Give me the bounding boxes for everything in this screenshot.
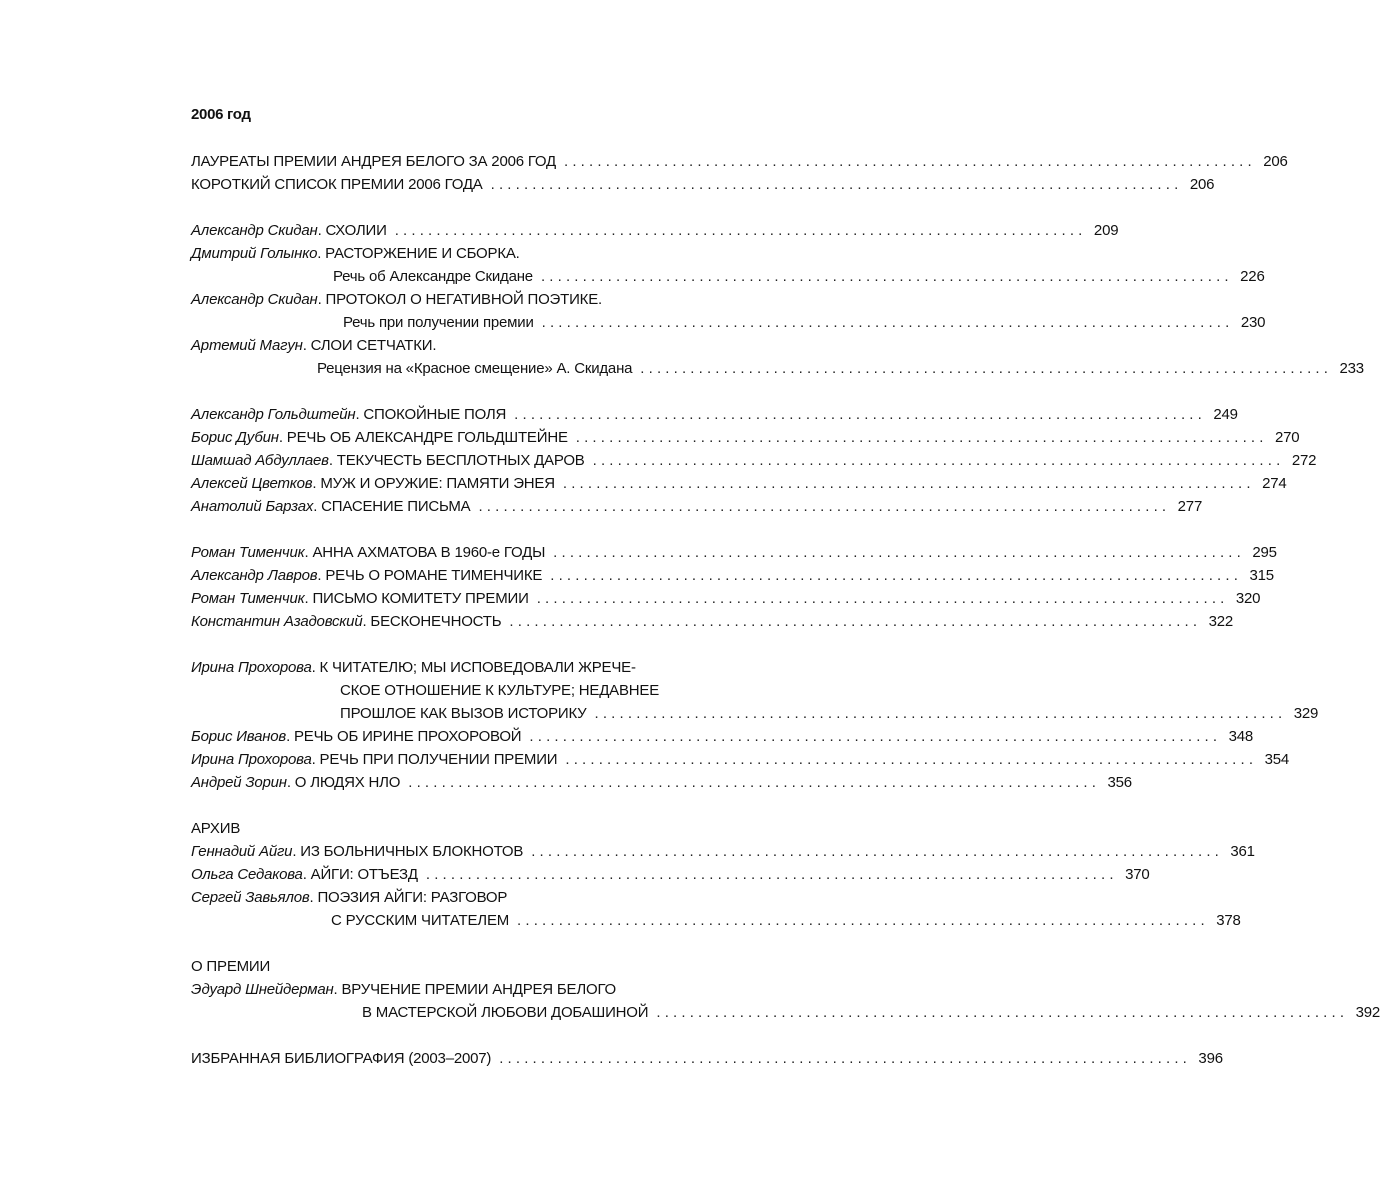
toc-entry[interactable]: Геннадий Айги. ИЗ БОЛЬНИЧНЫХ БЛОКНОТОВ . . . 361 — [191, 840, 721, 863]
leader-dots — [656, 1001, 1344, 1024]
toc-entry-continuation — [191, 357, 1364, 380]
entry-title: КОРОТКИЙ СПИСОК ПРЕМИИ 2006 ГОДА — [191, 176, 483, 193]
page-number: 277 — [1177, 498, 1203, 515]
leader-dots — [541, 265, 1229, 288]
entry-title: РЕЧЬ ПРИ ПОЛУЧЕНИИ ПРЕМИИ — [319, 751, 558, 768]
leader-dots — [395, 219, 1083, 242]
leader-dots — [509, 610, 1197, 633]
page-number: 230 — [1240, 314, 1266, 331]
leader-dots — [563, 472, 1251, 495]
entry-title: РЕЧЬ ОБ ИРИНЕ ПРОХОРОВОЙ — [294, 728, 522, 745]
page-number: 249 — [1213, 406, 1238, 423]
leader-dots — [550, 564, 1238, 587]
entry-author: Дмитрий Голынко — [191, 245, 318, 262]
toc-entry-continuation — [191, 311, 1266, 334]
page-number: 348 — [1228, 728, 1254, 745]
entry-author: Борис Иванов — [191, 728, 287, 745]
entry-subtitle: Рецензия на «Красное смещение» А. Скидана — [317, 360, 633, 377]
entry-title: МУЖ И ОРУЖИЕ: ПАМЯТИ ЭНЕЯ — [320, 475, 555, 492]
leader-dots — [595, 702, 1283, 725]
entry-title: ИЗБРАННАЯ БИБЛИОГРАФИЯ (2003–2007) — [191, 1050, 492, 1067]
toc-entry[interactable]: Роман Тименчик. АННА АХМАТОВА В 1960-е ГОДЫ . . . 295 — [191, 541, 721, 564]
entry-author: Артемий Магун — [191, 337, 303, 354]
page-heading: 2006 год — [191, 106, 251, 123]
leader-dots — [478, 495, 1166, 518]
entry-author: Анатолий Барзах — [191, 498, 314, 515]
toc-entry[interactable]: Александр Скидан. ПРОТОКОЛ О НЕГАТИВНОЙ ПОЭТИКЕ. — [191, 291, 602, 308]
section-title: О ПРЕМИИ — [191, 958, 271, 975]
toc-entry[interactable]: Борис Иванов. РЕЧЬ ОБ ИРИНЕ ПРОХОРОВОЙ . . . 348 — [191, 725, 721, 748]
entry-author: Ольга Седакова — [191, 866, 303, 883]
entry-author: Геннадий Айги — [191, 843, 293, 860]
toc-entry-continuation — [191, 1001, 1380, 1024]
leader-dots — [553, 541, 1241, 564]
entry-author: Александр Скидан — [191, 222, 318, 239]
section-gap — [191, 633, 721, 656]
page-number: 274 — [1262, 475, 1287, 492]
page-number: 354 — [1264, 751, 1290, 768]
entry-title: СПАСЕНИЕ ПИСЬМА — [321, 498, 471, 515]
entry-author: Эдуард Шнейдерман — [191, 981, 334, 998]
entry-title-continuation: С РУССКИМ ЧИТАТЕЛЕМ — [331, 912, 510, 929]
entry-author: Ирина Прохорова — [191, 659, 312, 676]
entry-title: ЛАУРЕАТЫ ПРЕМИИ АНДРЕЯ БЕЛОГО ЗА 2006 ГОД — [191, 153, 557, 170]
leader-dots — [514, 403, 1202, 426]
entry-author: Александр Лавров — [191, 567, 318, 584]
page-number: 206 — [1189, 176, 1215, 193]
toc-entry[interactable]: Анатолий Барзах. СПАСЕНИЕ ПИСЬМА . . . 277 — [191, 495, 721, 518]
page-number: 315 — [1249, 567, 1274, 584]
entry-title: ИЗ БОЛЬНИЧНЫХ БЛОКНОТОВ — [300, 843, 524, 860]
entry-title: ВРУЧЕНИЕ ПРЕМИИ АНДРЕЯ БЕЛОГО — [341, 981, 617, 998]
entry-author: Сергей Завьялов — [191, 889, 310, 906]
page-number: 361 — [1230, 843, 1255, 860]
section-gap — [191, 518, 721, 541]
page-number: 378 — [1216, 912, 1241, 929]
entry-author: Ирина Прохорова — [191, 751, 312, 768]
entry-author: Александр Гольдштейн — [191, 406, 356, 423]
table-of-contents — [191, 150, 1380, 1070]
section-heading-about-prize — [191, 955, 721, 978]
entry-author: Роман Тименчик — [191, 590, 305, 607]
toc-entry[interactable]: Александр Лавров. РЕЧЬ О РОМАНЕ ТИМЕНЧИКЕ . . . 315 — [191, 564, 721, 587]
entry-title-continuation: СКОЕ ОТНОШЕНИЕ К КУЛЬТУРЕ; НЕДАВНЕЕ — [340, 682, 660, 699]
entry-author: Роман Тименчик — [191, 544, 305, 561]
toc-entry[interactable]: Эдуард Шнейдерман. ВРУЧЕНИЕ ПРЕМИИ АНДРЕЯ БЕЛОГО — [191, 981, 617, 998]
leader-dots — [408, 771, 1096, 794]
leader-dots — [576, 426, 1264, 449]
section-heading-archive — [191, 817, 721, 840]
page-number: 320 — [1235, 590, 1261, 607]
page-number: 370 — [1125, 866, 1150, 883]
entry-title: АННА АХМАТОВА В 1960-е ГОДЫ — [312, 544, 546, 561]
toc-entry-continuation — [191, 909, 1241, 932]
toc-entry-continuation — [191, 265, 1265, 288]
toc-entry[interactable]: Ирина Прохорова. РЕЧЬ ПРИ ПОЛУЧЕНИИ ПРЕМИИ . . . 354 — [191, 748, 721, 771]
leader-dots — [531, 840, 1219, 863]
section-gap — [191, 1024, 721, 1047]
entry-author: Алексей Цветков — [191, 475, 313, 492]
entry-author: Шамшад Абдуллаев — [191, 452, 329, 469]
toc-entry[interactable]: Андрей Зорин. О ЛЮДЯХ НЛО . . . 356 — [191, 771, 721, 794]
entry-title: БЕСКОНЕЧНОСТЬ — [370, 613, 502, 630]
toc-entry[interactable]: Роман Тименчик. ПИСЬМО КОМИТЕТУ ПРЕМИИ . . . 320 — [191, 587, 721, 610]
toc-entry[interactable]: Александр Скидан. СХОЛИИ . . . 209 — [191, 219, 721, 242]
page-number: 226 — [1240, 268, 1265, 285]
entry-title-continuation: ПРОШЛОЕ КАК ВЫЗОВ ИСТОРИКУ — [340, 705, 587, 722]
page-number: 209 — [1093, 222, 1119, 239]
entry-author: Александр Скидан — [191, 291, 318, 308]
toc-entry-continuation — [191, 702, 1319, 725]
toc-entry[interactable]: Шамшад Абдуллаев. ТЕКУЧЕСТЬ БЕСПЛОТНЫХ ДАРОВ . . . 272 — [191, 449, 721, 472]
entry-title: СХОЛИИ — [325, 222, 387, 239]
page-number: 392 — [1355, 1004, 1380, 1021]
page-number: 295 — [1252, 544, 1277, 561]
page-number: 356 — [1107, 774, 1132, 791]
entry-title: ПИСЬМО КОМИТЕТУ ПРЕМИИ — [312, 590, 529, 607]
leader-dots — [529, 725, 1217, 748]
section-title: АРХИВ — [191, 820, 241, 837]
entry-title-continuation: В МАСТЕРСКОЙ ЛЮБОВИ ДОБАШИНОЙ — [362, 1004, 649, 1021]
entry-title: ПРОТОКОЛ О НЕГАТИВНОЙ ПОЭТИКЕ. — [325, 291, 602, 308]
entry-subtitle: Речь об Александре Скидане — [333, 268, 533, 285]
page-number: 272 — [1291, 452, 1317, 469]
entry-title: К ЧИТАТЕЛЮ; МЫ ИСПОВЕДОВАЛИ ЖРЕЧЕ- — [319, 659, 636, 676]
toc-entry[interactable] — [191, 173, 1215, 196]
page-number: 329 — [1293, 705, 1319, 722]
leader-dots — [640, 357, 1328, 380]
page-number: 206 — [1263, 153, 1288, 170]
toc-entry[interactable]: Дмитрий Голынко. РАСТОРЖЕНИЕ И СБОРКА. — [191, 245, 520, 262]
toc-entry[interactable]: Артемий Магун. СЛОИ СЕТЧАТКИ. — [191, 337, 437, 354]
leader-dots — [564, 150, 1252, 173]
entry-title: РЕЧЬ О РОМАНЕ ТИМЕНЧИКЕ — [325, 567, 543, 584]
toc-entry[interactable] — [191, 150, 1288, 173]
entry-title: СПОКОЙНЫЕ ПОЛЯ — [363, 406, 507, 423]
entry-title: РЕЧЬ ОБ АЛЕКСАНДРЕ ГОЛЬДШТЕЙНЕ — [286, 429, 568, 446]
entry-author: Андрей Зорин — [191, 774, 287, 791]
leader-dots — [565, 748, 1253, 771]
toc-entry[interactable]: Константин Азадовский. БЕСКОНЕЧНОСТЬ . . . 322 — [191, 610, 721, 633]
page-number: 322 — [1208, 613, 1234, 630]
entry-title: РАСТОРЖЕНИЕ И СБОРКА. — [325, 245, 520, 262]
toc-entry[interactable]: Ольга Седакова. АЙГИ: ОТЪЕЗД . . . 370 — [191, 863, 721, 886]
section-gap — [191, 794, 721, 817]
toc-entry[interactable]: Сергей Завьялов. ПОЭЗИЯ АЙГИ: РАЗГОВОР — [191, 889, 508, 906]
page-number: 396 — [1198, 1050, 1223, 1067]
page-number: 270 — [1274, 429, 1300, 446]
toc-entry[interactable]: Александр Гольдштейн. СПОКОЙНЫЕ ПОЛЯ . . . 249 — [191, 403, 721, 426]
toc-entry[interactable]: Алексей Цветков. МУЖ И ОРУЖИЕ: ПАМЯТИ ЭНЕЯ . . . 274 — [191, 472, 721, 495]
leader-dots — [517, 909, 1205, 932]
page-number: 233 — [1339, 360, 1364, 377]
toc-entry-continuation — [191, 679, 721, 702]
leader-dots — [593, 449, 1281, 472]
leader-dots — [426, 863, 1114, 886]
section-gap — [191, 196, 721, 219]
section-gap — [191, 380, 721, 403]
section-gap — [191, 932, 721, 955]
toc-entry[interactable] — [191, 1047, 1223, 1070]
leader-dots — [542, 311, 1230, 334]
entry-title: ПОЭЗИЯ АЙГИ: РАЗГОВОР — [317, 889, 508, 906]
leader-dots — [491, 173, 1179, 196]
entry-author: Константин Азадовский — [191, 613, 363, 630]
entry-title: СЛОИ СЕТЧАТКИ. — [310, 337, 437, 354]
entry-title: АЙГИ: ОТЪЕЗД — [310, 866, 418, 883]
entry-subtitle: Речь при получении премии — [343, 314, 534, 331]
toc-entry[interactable]: Ирина Прохорова. К ЧИТАТЕЛЮ; МЫ ИСПОВЕДОВАЛИ ЖРЕЧЕ- — [191, 659, 636, 676]
entry-author: Борис Дубин — [191, 429, 279, 446]
entry-title: ТЕКУЧЕСТЬ БЕСПЛОТНЫХ ДАРОВ — [336, 452, 585, 469]
leader-dots — [537, 587, 1225, 610]
leader-dots — [499, 1047, 1187, 1070]
entry-title: О ЛЮДЯХ НЛО — [294, 774, 401, 791]
toc-entry[interactable]: Борис Дубин. РЕЧЬ ОБ АЛЕКСАНДРЕ ГОЛЬДШТЕЙНЕ . . . 270 — [191, 426, 721, 449]
